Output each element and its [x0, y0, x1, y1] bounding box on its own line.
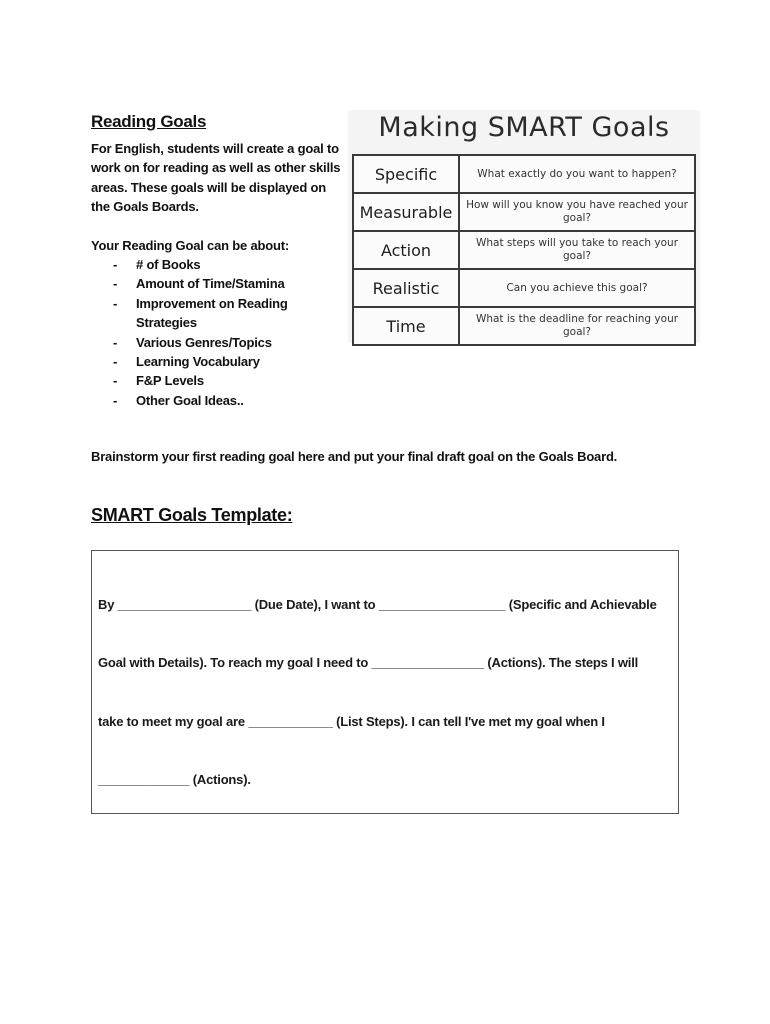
list-item: - Learning Vocabulary: [91, 352, 341, 371]
list-item: - Improvement on Reading Strategies: [113, 295, 288, 331]
smart-table: [352, 154, 696, 346]
smart-template-box: [91, 550, 679, 814]
table-row: [353, 307, 695, 345]
list-item: - Various Genres/Topics: [91, 333, 341, 352]
smart-question: What exactly do you want to happen?: [459, 155, 695, 193]
smart-term: Specific: [353, 155, 459, 193]
list-item: - F&P Levels: [91, 371, 341, 390]
making-smart-goals-image: [348, 110, 700, 342]
template-line: Goal with Details). To reach my goal I need to ________________ (Actions). The steps I will: [98, 655, 639, 670]
smart-question: What is the deadline for reaching your goal?: [459, 307, 695, 345]
reading-goals-title: Reading Goals: [91, 112, 207, 131]
smart-term: Time: [353, 307, 459, 345]
reading-goals-intro: For English, students will create a goal to work on for reading as well as other skills areas. These goals will be displayed on the Goals Boards.: [91, 141, 341, 215]
dash-bullet: -: [113, 373, 118, 389]
list-item: - Other Goal Ideas..: [91, 391, 341, 410]
template-line: _____________ (Actions).: [98, 772, 251, 787]
table-row: [353, 193, 695, 231]
smart-image-title: Making SMART Goals: [378, 112, 670, 143]
smart-question: Can you achieve this goal?: [459, 269, 695, 307]
smart-term: Action: [353, 231, 459, 269]
table-row: [353, 231, 695, 269]
smart-term: Measurable: [353, 193, 459, 231]
dash-bullet: -: [113, 392, 118, 408]
reading-goal-about-heading: Your Reading Goal can be about:: [91, 237, 289, 253]
template-line: By ___________________ (Due Date), I want to __________________ (Specific and Achievable: [98, 597, 657, 612]
smart-question: How will you know you have reached your goal?: [459, 193, 695, 231]
dash-bullet: -: [113, 334, 118, 350]
list-item: - # of Books: [91, 255, 341, 274]
smart-question: What steps will you take to reach your goal?: [459, 231, 695, 269]
reading-goals-section: [91, 112, 341, 410]
dash-bullet: -: [113, 257, 118, 273]
list-item: - Amount of Time/Stamina: [91, 274, 341, 293]
dash-bullet: -: [113, 276, 118, 292]
smart-term: Realistic: [353, 269, 459, 307]
reading-goal-topics-list: [91, 255, 341, 410]
brainstorm-instructions: Brainstorm your first reading goal here and put your final draft goal on the Goals Board.: [91, 449, 618, 464]
smart-template-title: SMART Goals Template:: [91, 505, 293, 525]
table-row: [353, 269, 695, 307]
table-row: [353, 155, 695, 193]
dash-bullet: -: [113, 295, 118, 311]
template-line: take to meet my goal are ____________ (List Steps). I can tell I've met my goal when I: [98, 714, 605, 729]
dash-bullet: -: [113, 354, 118, 370]
